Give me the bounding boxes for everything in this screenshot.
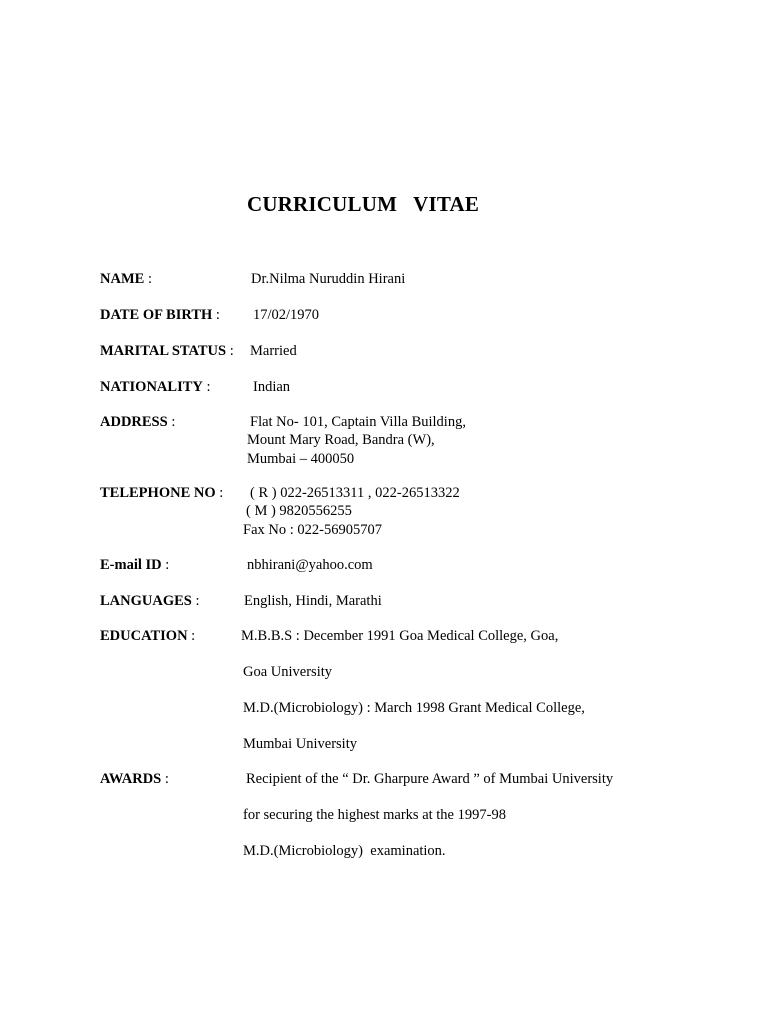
address-line: Mumbai – 400050 (247, 451, 355, 467)
marital-status-label: MARITAL STATUS : (100, 343, 234, 359)
nationality-label: NATIONALITY : (100, 379, 211, 395)
marital-status-value: Married (250, 343, 297, 359)
education-line: M.B.B.S : December 1991 Goa Medical College, Goa, (241, 628, 559, 644)
awards-line: for securing the highest marks at the 1997-98 (243, 807, 506, 823)
dob-label: DATE OF BIRTH : (100, 307, 220, 323)
address-line: Flat No- 101, Captain Villa Building, (250, 414, 466, 430)
nationality-value: Indian (253, 379, 291, 395)
languages-value: English, Hindi, Marathi (244, 593, 382, 609)
education-line: M.D.(Microbiology) : March 1998 Grant Medical College, (243, 700, 585, 716)
document-title: CURRICULUM VITAE (246, 192, 480, 216)
education-line: Goa University (243, 664, 332, 680)
telephone-line: ( M ) 9820556255 (246, 503, 352, 519)
telephone-label: TELEPHONE NO : (100, 485, 224, 501)
name-value: Dr.Nilma Nuruddin Hirani (251, 271, 406, 287)
address-line: Mount Mary Road, Bandra (W), (247, 432, 435, 448)
fax-line: Fax No : 022-56905707 (243, 522, 382, 538)
languages-label: LANGUAGES : (100, 593, 200, 609)
awards-line: M.D.(Microbiology) examination. (243, 843, 446, 859)
awards-line: Recipient of the “ Dr. Gharpure Award ” of Mumbai University (246, 771, 614, 787)
education-line: Mumbai University (243, 736, 357, 752)
email-label: E-mail ID : (100, 557, 170, 573)
education-label: EDUCATION : (100, 628, 196, 644)
telephone-line: ( R ) 022-26513311 , 022-26513322 (250, 485, 460, 501)
dob-value: 17/02/1970 (253, 307, 320, 323)
email-value: nbhirani@yahoo.com (247, 557, 373, 573)
address-label: ADDRESS : (100, 414, 176, 430)
name-label: NAME : (100, 271, 152, 287)
awards-label: AWARDS : (100, 771, 169, 787)
